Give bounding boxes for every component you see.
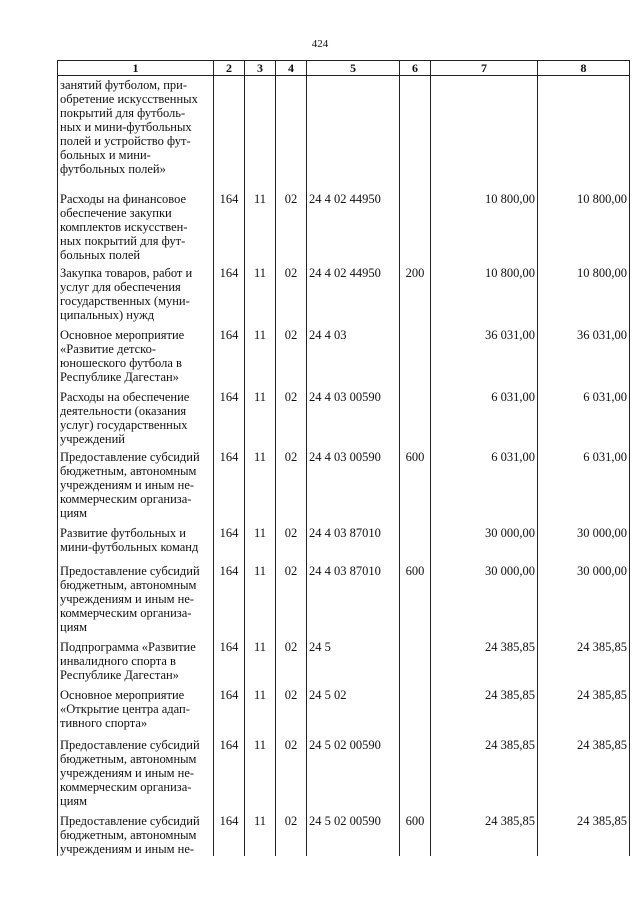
table-row	[58, 324, 630, 386]
row-amount-col7: 24 385,85	[431, 810, 538, 856]
table-row	[58, 262, 630, 324]
row-subsection: 02	[276, 522, 307, 560]
column-header-4: 4	[276, 61, 307, 76]
row-amount-col8: 10 800,00	[538, 188, 630, 262]
row-expense-type	[400, 188, 431, 262]
row-amount-col7: 24 385,85	[431, 636, 538, 684]
row-amount-col8: 10 800,00	[538, 262, 630, 324]
row-description: Закупка товаров, работ и услуг для обеспечения государственных (муни- ципальных) нужд	[58, 262, 214, 324]
row-target-article: 24 4 03 00590	[307, 446, 400, 522]
row-code: 164	[214, 262, 245, 324]
row-amount-col8: 6 031,00	[538, 386, 630, 446]
row-expense-type	[400, 324, 431, 386]
row-subsection: 02	[276, 810, 307, 856]
row-target-article: 24 4 03 00590	[307, 386, 400, 446]
row-description: Расходы на финансовое обеспечение закупки комплектов искусствен- ных покрытий для фут- больных полей	[58, 188, 214, 262]
row-target-article: 24 5 02	[307, 684, 400, 734]
row-section: 11	[245, 324, 276, 386]
row-expense-type	[400, 636, 431, 684]
row-expense-type	[400, 734, 431, 810]
row-description: Развитие футбольных и мини-футбольных команд	[58, 522, 214, 560]
row-section: 11	[245, 734, 276, 810]
row-expense-type: 600	[400, 446, 431, 522]
row-section: 11	[245, 810, 276, 856]
row-code: 164	[214, 324, 245, 386]
row-description: Предоставление субсидий бюджетным, автономным учреждениям и иным не- коммерческим организа- циям	[58, 734, 214, 810]
column-header-2: 2	[214, 61, 245, 76]
row-subsection: 02	[276, 262, 307, 324]
row-section: 11	[245, 446, 276, 522]
column-header-1: 1	[58, 61, 214, 76]
row-amount-col8: 36 031,00	[538, 324, 630, 386]
row-target-article: 24 5 02 00590	[307, 810, 400, 856]
row-amount-col8: 30 000,00	[538, 560, 630, 636]
row-amount-col8: 30 000,00	[538, 522, 630, 560]
row-code: 164	[214, 560, 245, 636]
row-subsection: 02	[276, 636, 307, 684]
column-header-6: 6	[400, 61, 431, 76]
row-section: 11	[245, 522, 276, 560]
row-expense-type	[400, 76, 431, 188]
row-target-article: 24 4 03	[307, 324, 400, 386]
row-code: 164	[214, 684, 245, 734]
row-subsection: 02	[276, 446, 307, 522]
table-row	[58, 386, 630, 446]
row-section: 11	[245, 262, 276, 324]
page-number: 424	[311, 38, 329, 50]
row-description: Предоставление субсидий бюджетным, автономным учреждениям и иным не- коммерческим организа- циям	[58, 446, 214, 522]
row-expense-type	[400, 684, 431, 734]
row-target-article: 24 4 03 87010	[307, 560, 400, 636]
row-subsection: 02	[276, 188, 307, 262]
row-amount-col8: 6 031,00	[538, 446, 630, 522]
row-description: Предоставление субсидий бюджетным, автономным учреждениям и иным не-	[58, 810, 214, 856]
row-amount-col7: 36 031,00	[431, 324, 538, 386]
header-row	[58, 61, 630, 76]
table-row	[58, 522, 630, 560]
row-expense-type: 600	[400, 810, 431, 856]
row-amount-col7: 24 385,85	[431, 734, 538, 810]
row-section: 11	[245, 560, 276, 636]
row-code: 164	[214, 810, 245, 856]
row-target-article: 24 4 02 44950	[307, 262, 400, 324]
row-expense-type	[400, 386, 431, 446]
table-row	[58, 446, 630, 522]
column-header-5: 5	[307, 61, 400, 76]
budget-table	[57, 60, 630, 856]
row-target-article	[307, 76, 400, 188]
table-row	[58, 734, 630, 810]
row-target-article: 24 4 03 87010	[307, 522, 400, 560]
row-expense-type: 200	[400, 262, 431, 324]
row-description: Основное мероприятие «Развитие детско- юношеского футбола в Республике Дагестан»	[58, 324, 214, 386]
row-code: 164	[214, 636, 245, 684]
row-subsection: 02	[276, 734, 307, 810]
row-expense-type	[400, 522, 431, 560]
row-section: 11	[245, 188, 276, 262]
table-row	[58, 76, 630, 188]
row-amount-col7: 6 031,00	[431, 386, 538, 446]
row-description: Основное мероприятие «Открытие центра адап- тивного спорта»	[58, 684, 214, 734]
row-description: занятий футболом, при- обретение искусственных покрытий для футболь- ных и мини-футбольных полей и устройство фут- больных и мини- футбольных полей»	[58, 76, 214, 188]
row-code: 164	[214, 734, 245, 810]
row-description: Расходы на обеспечение деятельности (оказания услуг) государственных учреждений	[58, 386, 214, 446]
row-amount-col7: 6 031,00	[431, 446, 538, 522]
row-code	[214, 76, 245, 188]
table-body	[58, 76, 630, 856]
table-row	[58, 636, 630, 684]
row-subsection: 02	[276, 386, 307, 446]
row-section: 11	[245, 636, 276, 684]
column-header-3: 3	[245, 61, 276, 76]
table-row	[58, 560, 630, 636]
row-code: 164	[214, 446, 245, 522]
row-amount-col8	[538, 76, 630, 188]
row-amount-col8: 24 385,85	[538, 734, 630, 810]
row-code: 164	[214, 188, 245, 262]
row-amount-col7: 10 800,00	[431, 188, 538, 262]
row-code: 164	[214, 522, 245, 560]
row-amount-col7: 10 800,00	[431, 262, 538, 324]
column-header-7: 7	[431, 61, 538, 76]
row-amount-col7: 30 000,00	[431, 560, 538, 636]
row-amount-col8: 24 385,85	[538, 636, 630, 684]
row-description: Предоставление субсидий бюджетным, автономным учреждениям и иным не- коммерческим организа- циям	[58, 560, 214, 636]
row-amount-col8: 24 385,85	[538, 684, 630, 734]
row-subsection	[276, 76, 307, 188]
row-subsection: 02	[276, 324, 307, 386]
row-target-article: 24 5 02 00590	[307, 734, 400, 810]
row-target-article: 24 5	[307, 636, 400, 684]
row-section: 11	[245, 386, 276, 446]
row-amount-col8: 24 385,85	[538, 810, 630, 856]
row-description: Подпрограмма «Развитие инвалидного спорта в Республике Дагестан»	[58, 636, 214, 684]
row-expense-type: 600	[400, 560, 431, 636]
row-section	[245, 76, 276, 188]
row-section: 11	[245, 684, 276, 734]
row-amount-col7: 30 000,00	[431, 522, 538, 560]
row-subsection: 02	[276, 560, 307, 636]
table-row	[58, 188, 630, 262]
row-amount-col7: 24 385,85	[431, 684, 538, 734]
row-code: 164	[214, 386, 245, 446]
table-row	[58, 684, 630, 734]
row-subsection: 02	[276, 684, 307, 734]
row-target-article: 24 4 02 44950	[307, 188, 400, 262]
column-header-8: 8	[538, 61, 630, 76]
row-amount-col7	[431, 76, 538, 188]
table-row	[58, 810, 630, 856]
